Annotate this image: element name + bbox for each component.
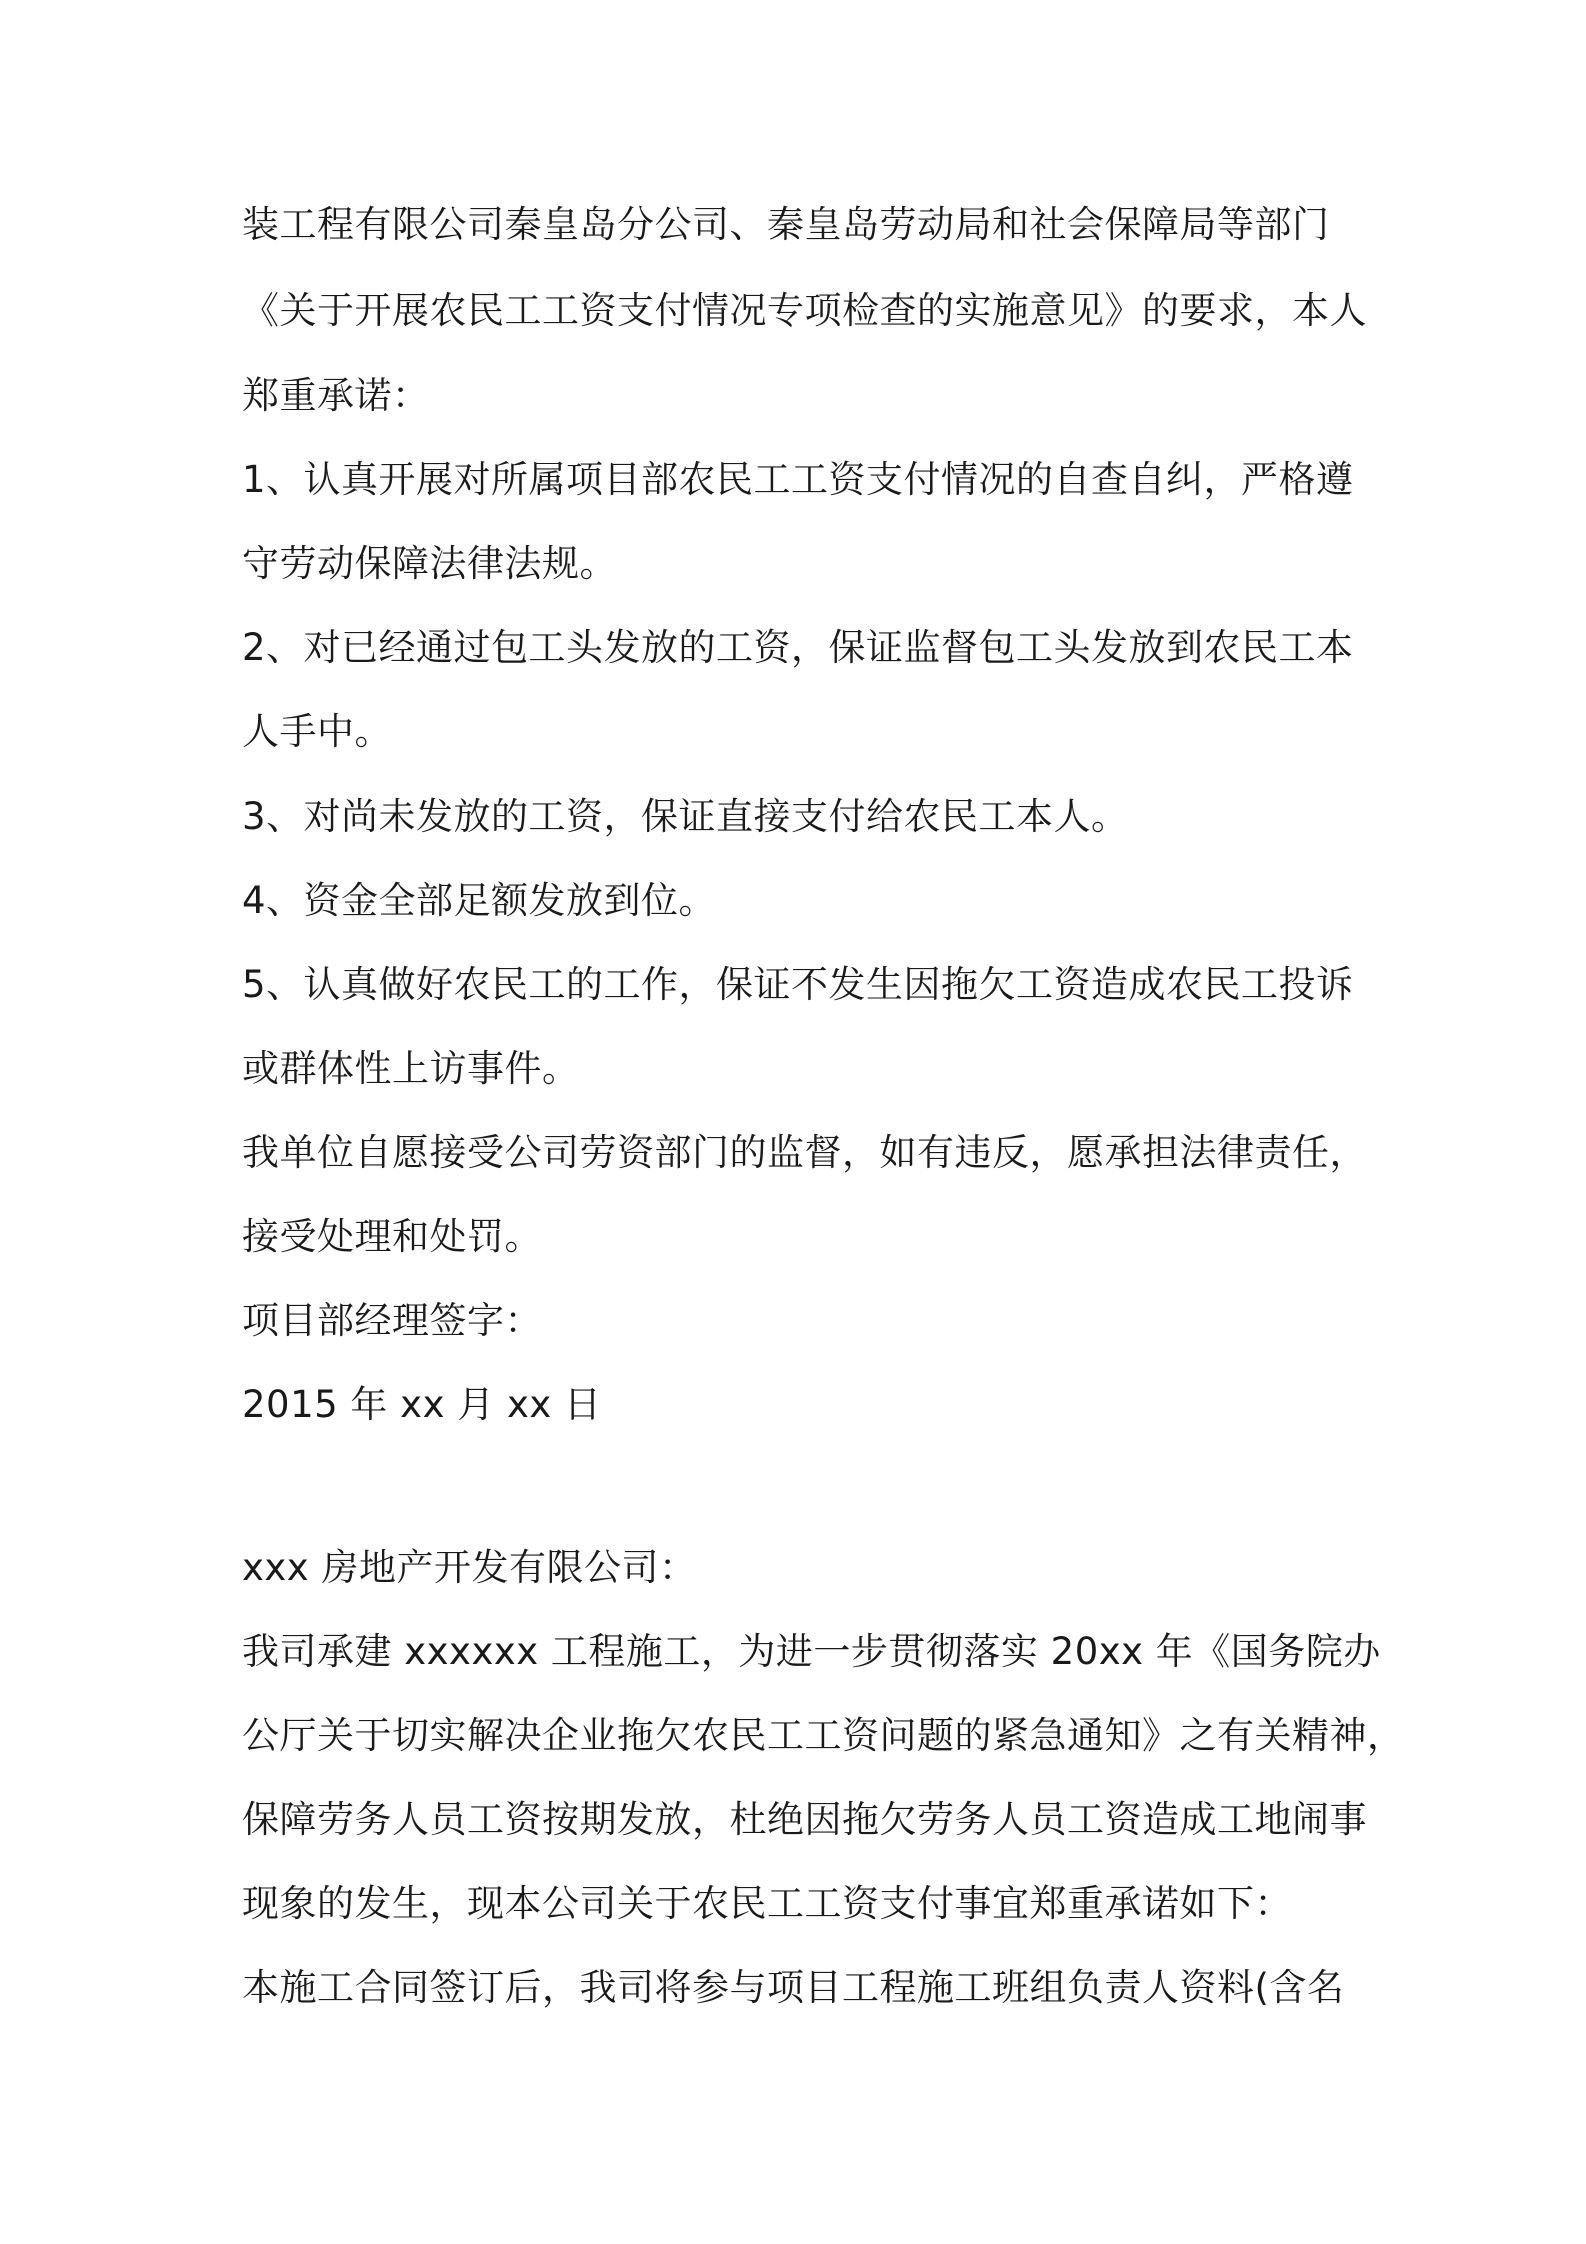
text-line: 装工程有限公司秦皇岛分公司、秦皇岛劳动局和社会保障局等部门 bbox=[242, 203, 1330, 246]
text-line: 本施工合同签订后，我司将参与项目工程施工班组负责人资料(含名 bbox=[242, 1966, 1345, 2009]
signature-label: 项目部经理签字： bbox=[242, 1299, 542, 1342]
text-line: 公厅关于切实解决企业拖欠农民工工资问题的紧急通知》之有关精神， bbox=[242, 1714, 1405, 1757]
text-line: 郑重承诺： bbox=[242, 374, 430, 417]
text-line: 或群体性上访事件。 bbox=[242, 1047, 580, 1090]
text-line: 守劳动保障法律法规。 bbox=[242, 542, 617, 585]
text-line: 人手中。 bbox=[242, 710, 392, 753]
text-line: 接受处理和处罚。 bbox=[242, 1215, 542, 1258]
text-line: 现象的发生，现本公司关于农民工工资支付事宜郑重承诺如下： bbox=[242, 1882, 1292, 1925]
text-line: 我司承建 xxxxxx 工程施工，为进一步贯彻落实 20xx 年《国务院办 bbox=[242, 1630, 1381, 1673]
text-line: 3、对尚未发放的工资，保证直接支付给农民工本人。 bbox=[242, 795, 1129, 838]
text-line: 2、对已经通过包工头发放的工资，保证监督包工头发放到农民工本 bbox=[242, 626, 1354, 669]
text-line: 4、资金全部足额发放到位。 bbox=[242, 879, 717, 922]
text-line: 保障劳务人员工资按期发放，杜绝因拖欠劳务人员工资造成工地闹事 bbox=[242, 1798, 1367, 1841]
text-line: 我单位自愿接受公司劳资部门的监督，如有违反，愿承担法律责任， bbox=[242, 1131, 1367, 1174]
text-line: 1、认真开展对所属项目部农民工工资支付情况的自查自纠，严格遵 bbox=[242, 458, 1354, 501]
text-line: 5、认真做好农民工的工作，保证不发生因拖欠工资造成农民工投诉 bbox=[242, 963, 1354, 1006]
text-line: 《关于开展农民工工资支付情况专项检查的实施意见》的要求，本人 bbox=[242, 289, 1367, 332]
date-line: 2015 年 xx 月 xx 日 bbox=[242, 1383, 602, 1426]
addressee-line: xxx 房地产开发有限公司： bbox=[242, 1546, 697, 1589]
